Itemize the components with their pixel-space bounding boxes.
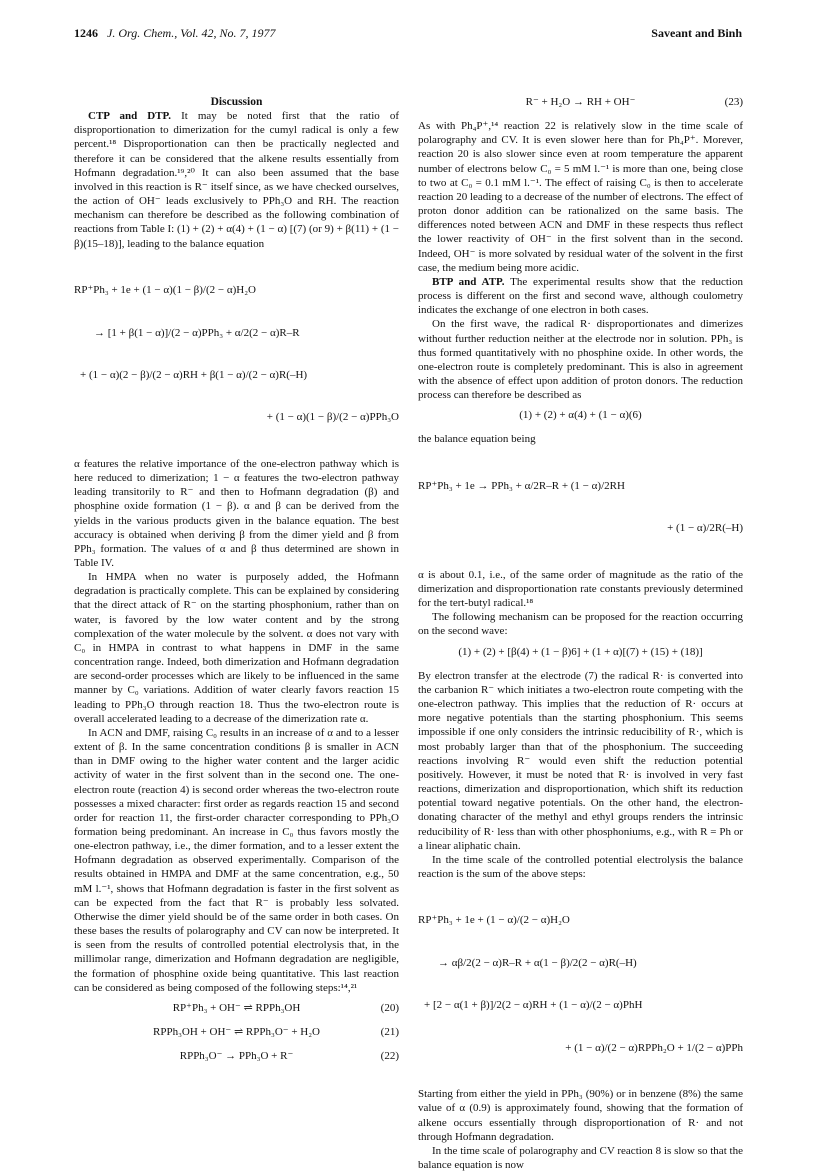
equation-line: → αβ/2(2 − α)R–R + α(1 − β)/2(2 − α)R(–H) [438, 956, 637, 969]
combination-formula: (1) + (2) + α(4) + (1 − α)(6) [519, 409, 642, 422]
paragraph: α features the relative importance of the one-electron pathway which is here reduced to dimerization; 1 − α features the two-electron pathway leading transitorily to R⁻ and then to Hofmann degradation (β) and phosphine oxide formation (1 − β). α and β can be derived from the yields in the various products given in the balance equation. The best accuracy is obtained when deriving β from the dimer yield and β from PPh₃ formation. The values of α and β thus determined are shown in Table IV. [74, 457, 399, 569]
equation-line: RP⁺Ph₃ + 1e → PPh₃ + α/2R–R + (1 − α)/2RH [418, 479, 625, 492]
reaction-21 [74, 1025, 399, 1039]
reaction-formula: RPPh₃O⁻ → PPh₃O + R⁻ [179, 1050, 294, 1063]
reaction-20 [74, 1001, 399, 1015]
runin-heading-ctp-dtp: CTP and DTP. [88, 110, 171, 123]
reaction-formula: R⁻ + H₂O → RH + OH⁻ [525, 96, 636, 108]
equation-line: RP⁺Ph₃ + 1e + (1 − α)(1 − β)/(2 − α)H₂O [74, 284, 256, 297]
reaction-23 [418, 95, 743, 109]
reaction-number: (23) [724, 96, 743, 108]
equation-line: + (1 − α)/2R(–H) [667, 522, 743, 535]
right-column [418, 95, 743, 1172]
page-header [74, 26, 742, 46]
paragraph: The following mechanism can be proposed for the reaction occurring on the second wave: [418, 611, 743, 638]
reaction-formula: RP⁺Ph₃ + OH⁻ ⇌ RPPh₃OH [172, 1001, 301, 1014]
paragraph-btp-atp [418, 275, 743, 317]
paragraph: In the time scale of polarography and CV reaction 8 is slow so that the balance equation is now [418, 1144, 743, 1172]
journal-citation: J. Org. Chem., Vol. 42, No. 7, 1977 [107, 26, 276, 40]
paragraph: α is about 0.1, i.e., of the same order of magnitude as the ratio of the dimerization and disproportionation rate constants previously determined for the tert-butyl radical.¹⁸ [418, 568, 743, 610]
paragraph-text: It may be noted first that the ratio of disproportionation to dimerization for the cumyl radical is only a few percent.¹⁸ Disproportionation can then be practically neglected and therefore it can be considered that the alkene results essentially from Hofmann degradation.¹⁹,²⁰ It can also been assumed that the base involved in this reaction is R⁻ itself since, as we have checked ourselves, the action of OH⁻ leads exclusively to PPh₃O and RH. The reaction mechanism can therefore be described as the following combination of reactions from Table I: (1) + (2) + α(4) + (1 − α) [(7) (or 9) + β(11) + (1 − β)(15–18)], leading to the balance equation [74, 110, 400, 250]
paragraph: In the time scale of the controlled potential electrolysis the balance reaction is the sum of the above steps: [418, 853, 743, 880]
header-left [74, 26, 276, 41]
equation-line: + (1 − α)/(2 − α)RPPh₂O + 1/(2 − α)PPh [565, 1041, 743, 1054]
balance-equation-3 [418, 885, 743, 1083]
equation-line: + [2 − α(1 + β)]/2(2 − α)RH + (1 − α)/(2 − α)PhH [424, 999, 643, 1012]
paragraph-ctp-dtp [74, 109, 399, 251]
paragraph: On the first wave, the radical R· disproportionates and dimerizes without further reduction neither at the electrode nor in solution. PPh₃ is thus formed quantitatively with no phosphine oxide. In other words, the one-electron route is completely predominant. This is also in agreement with the absence of effect upon addition of proton donors. The reduction process can therefore be described as [418, 318, 743, 402]
paragraph: the balance equation being [418, 433, 536, 446]
header-authors: Saveant and Binh [651, 26, 742, 40]
reaction-number: (21) [380, 1026, 399, 1038]
paragraph: Starting from either the yield in PPh₃ (90%) or in benzene (8%) the same value of α (0.9) is approximately found, showing that the formation of alkene occurs essentially through disproportionation of R· and not through Hofmann degradation. [418, 1088, 743, 1143]
page-number: 1246 [74, 26, 98, 40]
paragraph: In HMPA when no water is purposely added, the Hofmann degradation is practically complete. This can be explained by considering that the direct attack of R⁻ on the starting phosphonium, rather than on water, is favored by the low water content and by the strong complexation of the water molecule by the solvent. α does not vary with C₀ in HMPA in contrast to what happens in DMF in the same concentration range. Indeed, both dimerization and Hofmann degradation are second-order processes which are likely to be influenced in the same manner by C₀ variations. Addition of water clearly favors reaction 15 leading to PPh₃O through reaction 18. Thus the two-electron route is overall accelerated leading to a decrease of the dimerization rate α. [74, 571, 399, 725]
left-column [74, 95, 399, 1073]
reaction-combination-1 [418, 408, 743, 422]
reaction-number: (20) [380, 1001, 399, 1014]
equation-line: RP⁺Ph₃ + 1e + (1 − α)/(2 − α)H₂O [418, 914, 570, 927]
paragraph: By electron transfer at the electrode (7) the radical R· is converted into the carbanion R⁻ which initiates a two-electron route competing with the one-electron pathway. This implies that the reduction of R· occurs at more negative potentials than the starting phosphonium. This seems impossible if one only considers the intrinsic reducibility of R·, which is most probably larger than that of the phosphonium. The succeeding reactions involving R⁻ would even shift the reduction potential positively. However, it must be noted that R· is involved in very fast reactions, dimerization and disproportionation, which shift its reduction potential toward negative potentials. On the other hand, the electron-donating character of the methyl and ethyl groups renders the intrinsic reducibility of R· less than with other phosphoniums, e.g., with R = Ph or a linear aliphatic chain. [418, 669, 743, 852]
reaction-number: (22) [380, 1050, 399, 1063]
equation-line: + (1 − α)(2 − β)/(2 − α)RH + β(1 − α)/(2 − α)R(–H) [80, 368, 308, 381]
combination-formula: (1) + (2) + [β(4) + (1 − β)6] + (1 + α)[(7) + (15) + (18)] [458, 645, 703, 658]
reaction-combination-2 [418, 645, 743, 659]
section-heading: Discussion [210, 96, 263, 108]
reaction-22 [74, 1049, 399, 1063]
runin-heading-btp-atp: BTP and ATP. [432, 275, 505, 288]
paragraph: In ACN and DMF, raising C₀ results in an increase of α and to a lesser extent of β. In the same concentration conditions β is smaller in ACN than in DMF owing to the higher water content and the larger acidic activity of water in the first solvent than in the second one. The one-electron route (reaction 4) is second order whereas the two-electron route possesses a mixed character: first order as regards reaction 15 and second order for reaction 11, the first-order character corresponding to PPh₃O formation being predominant. An increase in C₀ thus favors mostly the one-electron pathway, i.e., the dimer formation, and to a lesser extent the Hofmann degradation as observed experimentally. Comparison of the results obtained in HMPA and DMF at the same concentration, e.g., 50 mM l.⁻¹, shows that Hofmann degradation is faster in the first solvent as can be expected from the fact that R⁻ is probably less solvated. Otherwise the dimer yield should be of the same order in both cases. On these bases the results of polarography and CV can now be interpreted. It is seen from the results of controlled potential electrolysis that, in the millimolar range, dimerization and Hofmann degradation are negligible, the formation of phosphine oxide being quantitative. This last reaction can be considered as being composed of the following steps:¹⁴,²¹ [74, 726, 399, 994]
equation-line: + (1 − α)(1 − β)/(2 − α)PPh₃O [266, 411, 399, 424]
balance-equation-1 [74, 255, 399, 453]
reaction-formula: RPPh₃OH + OH⁻ ⇌ RPPh₃O⁻ + H₂O [153, 1026, 320, 1038]
balance-equation-2 [418, 451, 743, 564]
equation-line: → [1 + β(1 − α)]/(2 − α)PPh₃ + α/2(2 − α)R–R [94, 326, 300, 339]
paragraph: As with Ph₄P⁺,¹⁴ reaction 22 is relatively slow in the time scale of polarography and CV. It is even slower here than for Ph₄P⁺. Morever, reaction 20 is also slower since even at room temperature the apparent number of electrons below C₀ = 5 mM l.⁻¹ is more than one, being close to two at C₀ = 0.1 mM l.⁻¹. The effect of raising C₀ is then to accelerate reaction 20 leading to a decrease of the number of electrons. The effect of proton donor addition can be rationalized on the same basis. The differences noted between ACN and DMF in these respects thus reflect the lower reactivity of OH⁻ in the first solvent than in the second. Indeed, OH⁻ is more solvated by residual water of the solvent in the first case, the medium being more acidic. [418, 120, 743, 274]
paragraph-text: The experimental results show that the reduction process is different on the first and second wave, although coulometry indicates the exchange of one electron in both cases. [418, 275, 743, 317]
